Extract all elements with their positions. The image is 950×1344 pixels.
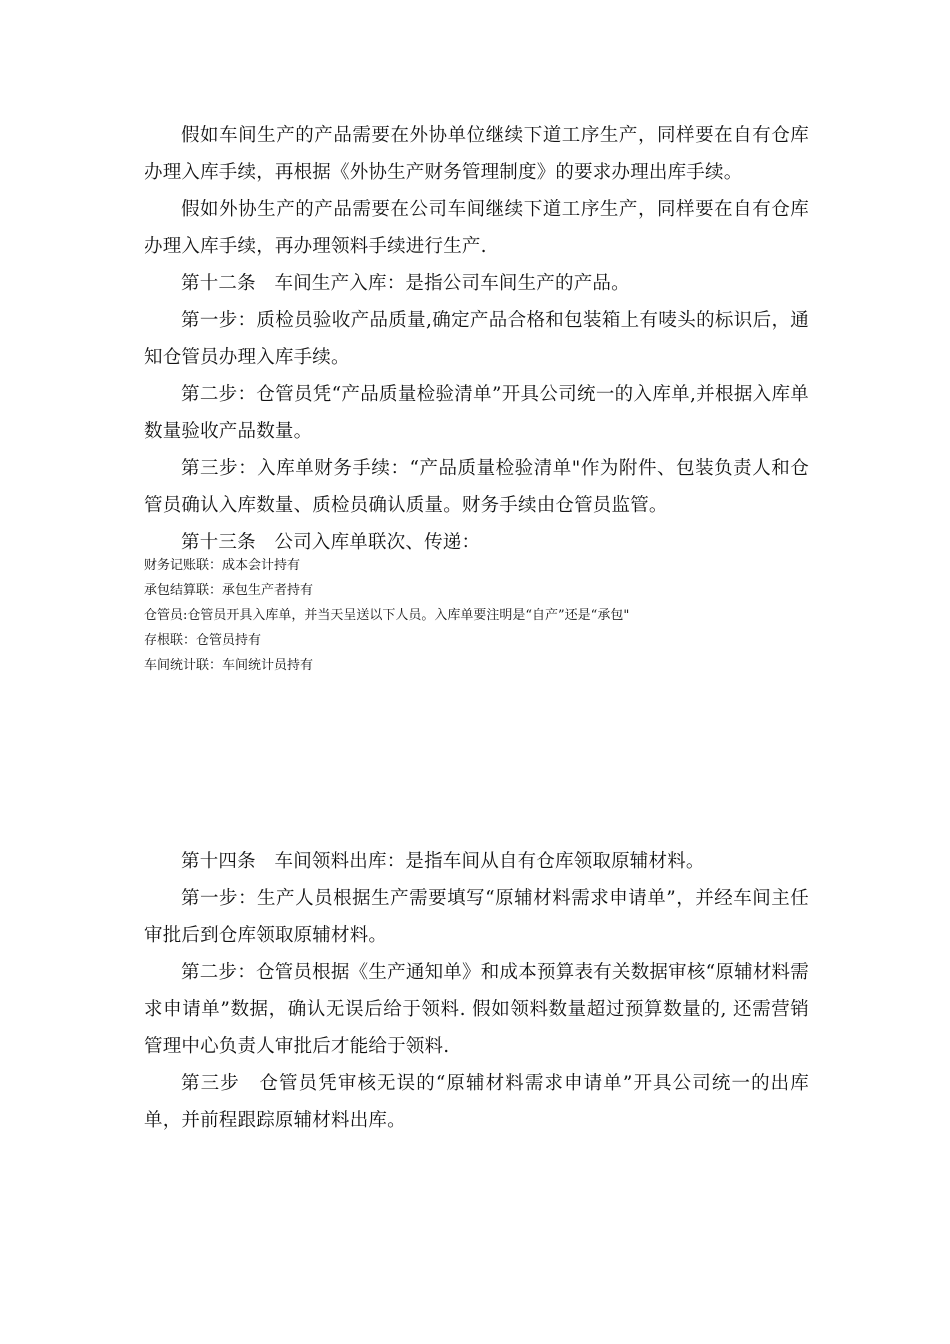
article-14-heading: 第十四条 车间领料出库：是指车间从自有仓库领取原辅材料。 <box>181 851 705 872</box>
article-12-step-2: 第二步：仓管员凭“产品质量检验清单”开具公司统一的入库单,并根据入库单数量验收产品数量。 <box>144 384 809 442</box>
article-12-step-1: 第一步：质检员验收产品质量,确定产品合格和包装箱上有唛头的标识后，通知仓管员办理入库手续。 <box>144 310 809 368</box>
article-14-step-1: 第一步：生产人员根据生产需要填写“原辅材料需求申请单”，并经车间主任审批后到仓库领取原辅材料。 <box>144 888 809 946</box>
list-item: 存根联：仓管员持有 <box>144 633 262 648</box>
receipt-copies-list <box>144 553 809 678</box>
paragraph-outsourced-return: 假如外协生产的产品需要在公司车间继续下道工序生产，同样要在自有仓库办理入库手续，再办理领料手续进行生产. <box>144 199 809 257</box>
list-item: 财务记账联：成本会计持有 <box>144 558 301 573</box>
section-warehouse-entry <box>144 117 809 561</box>
section-material-issue <box>144 843 809 1139</box>
list-item: 仓管员:仓管员开具入库单，并当天呈送以下人员。入库单要注明是“自产”还是“承包" <box>144 608 630 623</box>
paragraph-outsourced-entry: 假如车间生产的产品需要在外协单位继续下道工序生产，同样要在自有仓库办理入库手续，再根据《外协生产财务管理制度》的要求办理出库手续。 <box>144 125 809 183</box>
list-item: 承包结算联：承包生产者持有 <box>144 583 314 598</box>
article-13-heading: 第十三条 公司入库单联次、传递： <box>181 532 481 553</box>
article-14-step-3: 第三步 仓管员凭审核无误的“原辅材料需求申请单”开具公司统一的出库单，并前程跟踪原辅材料出库。 <box>144 1073 809 1131</box>
article-12-step-3: 第三步：入库单财务手续：“产品质量检验清单"作为附件、包装负责人和仓管员确认入库数量、质检员确认质量。财务手续由仓管员监管。 <box>144 458 809 516</box>
article-14-step-2: 第二步：仓管员根据《生产通知单》和成本预算表有关数据审核“原辅材料需求申请单”数据，确认无误后给于领料. 假如领料数量超过预算数量的, 还需营销管理中心负责人审批后才能给于领料. <box>144 962 809 1057</box>
list-item: 车间统计联：车间统计员持有 <box>144 658 314 673</box>
article-12-heading: 第十二条 车间生产入库：是指公司车间生产的产品。 <box>181 273 630 294</box>
